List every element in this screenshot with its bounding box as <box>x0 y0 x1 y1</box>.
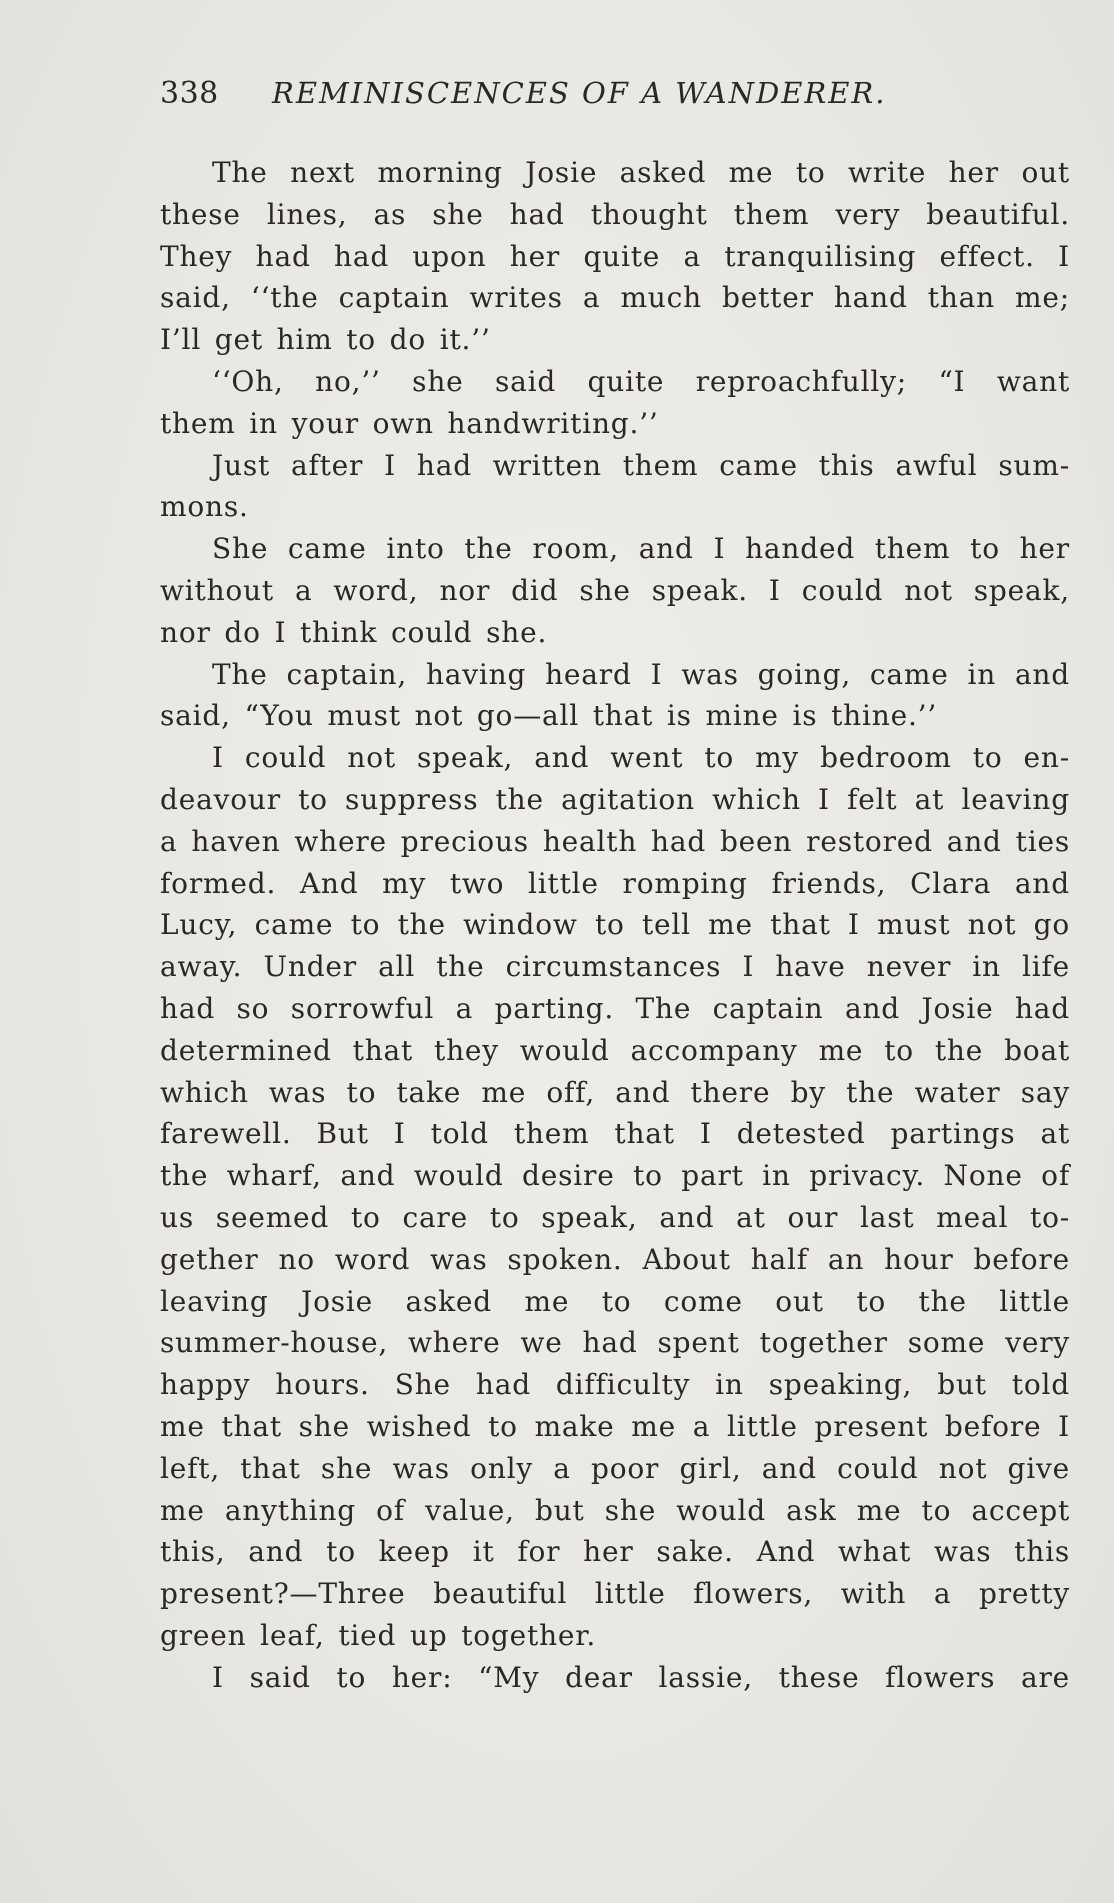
paragraph <box>160 1657 1070 1699</box>
text-line: I’ll get him to do it.’’ <box>160 323 491 357</box>
text-line: green leaf, tied up together. <box>160 1618 597 1652</box>
paragraph <box>160 152 1070 361</box>
paragraph <box>160 445 1070 529</box>
text-line: She came into the room, and I handed them to her <box>212 532 1070 566</box>
text-line: summer-house, where we had spent together some very <box>160 1326 1070 1360</box>
text-line: determined that they would accompany me to the boat <box>160 1033 1070 1067</box>
paragraph <box>160 361 1070 445</box>
text-line: The next morning Josie asked me to write her out <box>212 156 1070 189</box>
text-line: deavour to suppress the agitation which I felt at leaving <box>160 782 1070 816</box>
paragraph <box>160 737 1070 1657</box>
text-line: present?—Three beautiful little flowers, with a pretty <box>160 1577 1070 1611</box>
page-number: 338 <box>160 76 219 111</box>
text-line: formed. And my two little romping friends, Clara and <box>160 866 1070 900</box>
text-line: leaving Josie asked me to come out to the little <box>160 1284 1070 1318</box>
text-line: I said to her: “My dear lassie, these flowers are <box>212 1660 1070 1694</box>
running-title: REMINISCENCES OF A WANDERER. <box>272 76 887 110</box>
text-line: me anything of value, but she would ask me to accept <box>160 1493 1070 1527</box>
text-line: farewell. But I told them that I detested partings at <box>160 1117 1070 1151</box>
text-line: said, “You must not go—all that is mine is thine.’’ <box>160 699 938 733</box>
paragraph <box>160 528 1070 653</box>
text-line: a haven where precious health had been restored and ties <box>160 824 1070 858</box>
text-line: had so sorrowful a parting. The captain and Josie had <box>160 991 1070 1025</box>
text-line: this, and to keep it for her sake. And what was this <box>160 1535 1070 1569</box>
text-line: ‘‘Oh, no,’’ she said quite reproachfully; “I want <box>212 364 1070 398</box>
text-line: Just after I had written them came this awful sum- <box>212 448 1070 482</box>
text-line: They had had upon her quite a tranquilising effect. I <box>160 239 1070 273</box>
text-line: these lines, as she had thought them very beautiful. <box>160 197 1070 231</box>
paragraph <box>160 654 1070 738</box>
text-line: happy hours. She had difficulty in speaking, but told <box>160 1368 1070 1402</box>
text-line: away. Under all the circumstances I have never in life <box>160 950 1070 984</box>
text-line: nor do I think could she. <box>160 615 548 649</box>
text-line: mons. <box>160 490 249 524</box>
text-line: left, that she was only a poor girl, and could not give <box>160 1451 1070 1485</box>
text-line: without a word, nor did she speak. I could not speak, <box>160 573 1070 607</box>
text-line: which was to take me off, and there by the water say <box>160 1075 1070 1109</box>
text-line: I could not speak, and went to my bedroom to en- <box>212 741 1070 775</box>
text-line: them in your own handwriting.’’ <box>160 406 659 440</box>
body-text <box>160 152 1070 1698</box>
running-head <box>160 76 1070 130</box>
text-line: us seemed to care to speak, and at our last meal to- <box>160 1200 1070 1234</box>
text-line: Lucy, came to the window to tell me that I must not go <box>160 908 1070 942</box>
text-line: The captain, having heard I was going, came in and <box>212 657 1070 691</box>
text-line: me that she wished to make me a little present before I <box>160 1409 1070 1443</box>
text-line: said, ‘‘the captain writes a much better hand than me; <box>160 281 1070 315</box>
text-line: gether no word was spoken. About half an hour before <box>160 1242 1070 1276</box>
text-line: the wharf, and would desire to part in privacy. None of <box>160 1159 1070 1193</box>
